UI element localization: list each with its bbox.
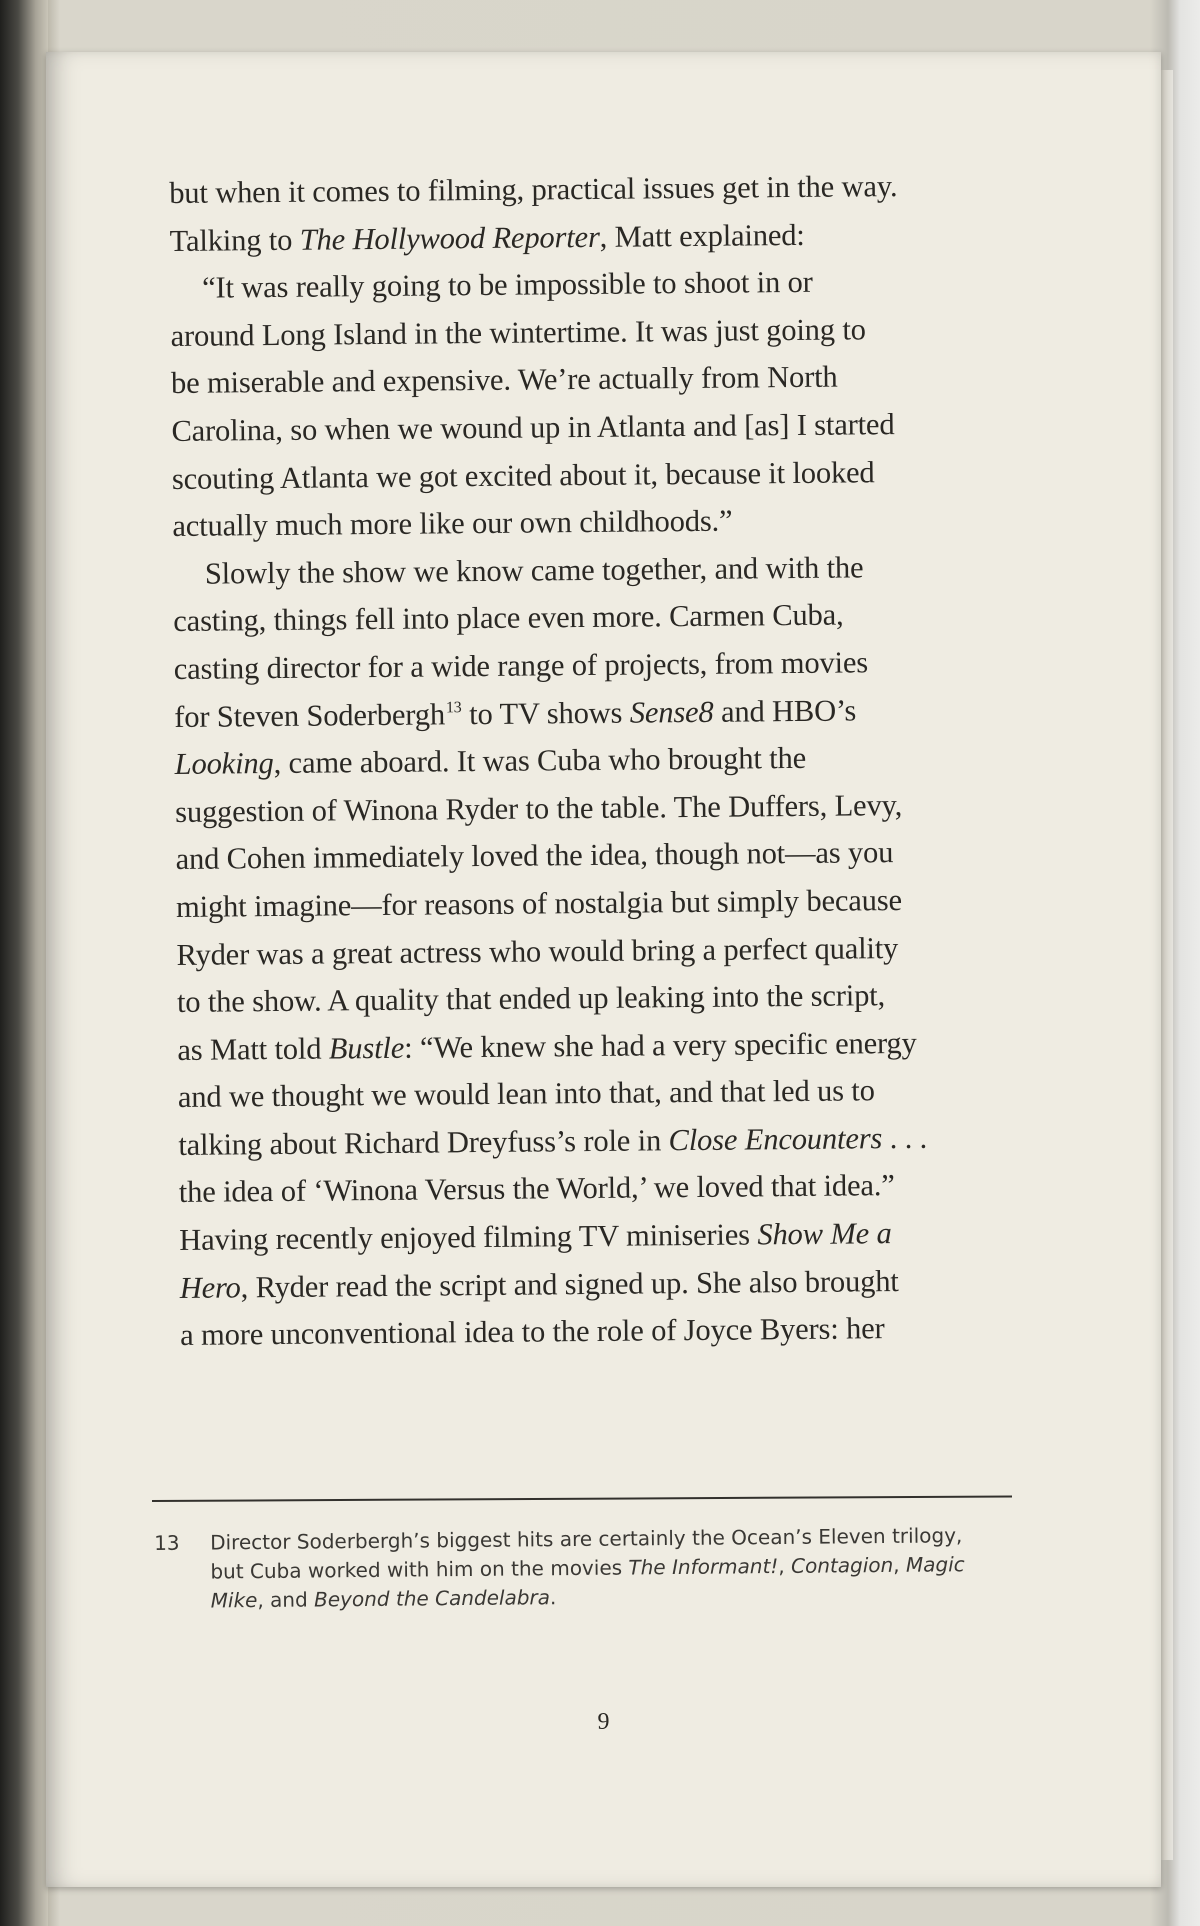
- text-run: might imagine—for reasons of nostalgia but simply because: [175, 882, 903, 924]
- text-line: [180, 1256, 1080, 1312]
- text-run: , came aboard. It was Cuba who brought the: [273, 741, 807, 781]
- text-line: [174, 685, 1074, 741]
- text-run: Ryder was a great actress who would bring a perfect quality: [176, 930, 899, 972]
- text-line: [178, 1066, 1078, 1122]
- text-run: casting director for a wide range of projects, from movies: [173, 645, 869, 686]
- text-run: to TV shows: [461, 695, 630, 731]
- italic-title: Beyond the Candelabra: [313, 1585, 551, 1612]
- facing-page-edge: [0, 0, 48, 1926]
- page-stack-edge: [1161, 70, 1173, 1860]
- text-run: but Cuba worked with him on the movies: [210, 1555, 629, 1584]
- italic-title: Close Encounters: [668, 1121, 883, 1158]
- text-run: “It was really going to be impossible to shoot in or: [201, 265, 813, 305]
- footnote-rule: [152, 1495, 1012, 1502]
- footnote: [154, 1521, 1015, 1616]
- text-run: , Ryder read the script and signed up. She also brought: [240, 1263, 899, 1305]
- book-page: [46, 52, 1161, 1887]
- text-line: [172, 447, 1072, 503]
- text-line: [170, 304, 1070, 360]
- text-run: ,: [778, 1553, 792, 1579]
- text-line: [171, 399, 1071, 455]
- text-run: . . .: [882, 1120, 928, 1156]
- text-line: [175, 828, 1075, 884]
- text-run: Carolina, so when we wound up in Atlanta and [as] I started: [171, 407, 895, 448]
- text-run: around Long Island in the wintertime. It was just going to: [170, 312, 866, 353]
- italic-title: The Hollywood Reporter: [299, 219, 600, 257]
- text-run: Having recently enjoyed filming TV miniseries: [179, 1217, 758, 1258]
- italic-title: Sense8: [629, 694, 714, 730]
- italic-title: Contagion: [790, 1552, 894, 1578]
- italic-title: Looking: [174, 746, 274, 782]
- italic-title: Mike: [210, 1588, 258, 1613]
- text-line: [171, 352, 1071, 408]
- text-run: to the show. A quality that ended up leaking into the script,: [176, 978, 886, 1020]
- text-run: and we thought we would lean into that, and that led us to: [177, 1073, 875, 1115]
- text-run: ,: [893, 1552, 907, 1577]
- text-run: , and: [257, 1587, 315, 1613]
- text-run: the idea of ‘Winona Versus the World,’ we loved that idea.”: [178, 1168, 895, 1210]
- text-run: casting, things fell into place even more. Carmen Cuba,: [173, 597, 844, 639]
- text-run: and Cohen immediately loved the idea, though not—as you: [175, 835, 894, 877]
- footnote-reference: 13: [445, 698, 462, 716]
- page-number: 9: [597, 1709, 610, 1735]
- text-run: suggestion of Winona Ryder to the table. The Duffers, Levy,: [174, 787, 903, 829]
- italic-title: The Informant!: [628, 1554, 779, 1580]
- text-line: [177, 1018, 1077, 1074]
- text-run: a more unconventional idea to the role of Joyce Byers: her: [180, 1311, 885, 1353]
- text-run: and HBO’s: [713, 692, 857, 729]
- text-line: [173, 542, 1073, 598]
- footnote-text: [210, 1521, 1015, 1616]
- text-line: [180, 1304, 1080, 1360]
- text-line: [169, 209, 1069, 265]
- italic-title: Magic: [905, 1552, 965, 1577]
- footnote-number: 13: [154, 1530, 180, 1555]
- text-run: be miserable and expensive. We’re actually from North: [170, 359, 838, 401]
- text-run: , Matt explained:: [599, 217, 805, 254]
- text-line: [169, 161, 1069, 217]
- text-run: : “We knew she had a very specific energy: [404, 1025, 917, 1065]
- text-line: [173, 590, 1073, 646]
- text-line: [176, 923, 1076, 979]
- text-run: for Steven Soderbergh: [174, 696, 446, 734]
- text-line: [178, 1113, 1078, 1169]
- text-run: Talking to: [169, 222, 300, 258]
- text-run: scouting Atlanta we got excited about it, because it looked: [171, 454, 875, 496]
- text-line: [179, 1208, 1079, 1264]
- text-line: [176, 875, 1076, 931]
- text-run: .: [549, 1585, 557, 1610]
- text-run: talking about Richard Dreyfuss’s role in: [178, 1123, 669, 1162]
- text-run: as Matt told: [177, 1031, 329, 1067]
- text-line: [175, 780, 1075, 836]
- text-line: [174, 732, 1074, 788]
- text-line: [177, 970, 1077, 1026]
- text-line: [172, 495, 1072, 551]
- text-run: Slowly the show we know came together, and with the: [204, 550, 864, 591]
- text-run: but when it comes to filming, practical issues get in the way.: [169, 169, 898, 210]
- text-line: [170, 257, 1070, 313]
- italic-title: Bustle: [328, 1030, 405, 1066]
- body-text: [169, 161, 1080, 1359]
- text-run: Director Soderbergh’s biggest hits are certainly the Ocean’s Eleven trilogy,: [210, 1523, 963, 1555]
- text-line: [174, 637, 1074, 693]
- italic-title: Show Me a: [757, 1216, 892, 1252]
- text-run: actually much more like our own childhoods.”: [172, 503, 733, 544]
- text-line: [179, 1161, 1079, 1217]
- italic-title: Hero: [179, 1270, 241, 1305]
